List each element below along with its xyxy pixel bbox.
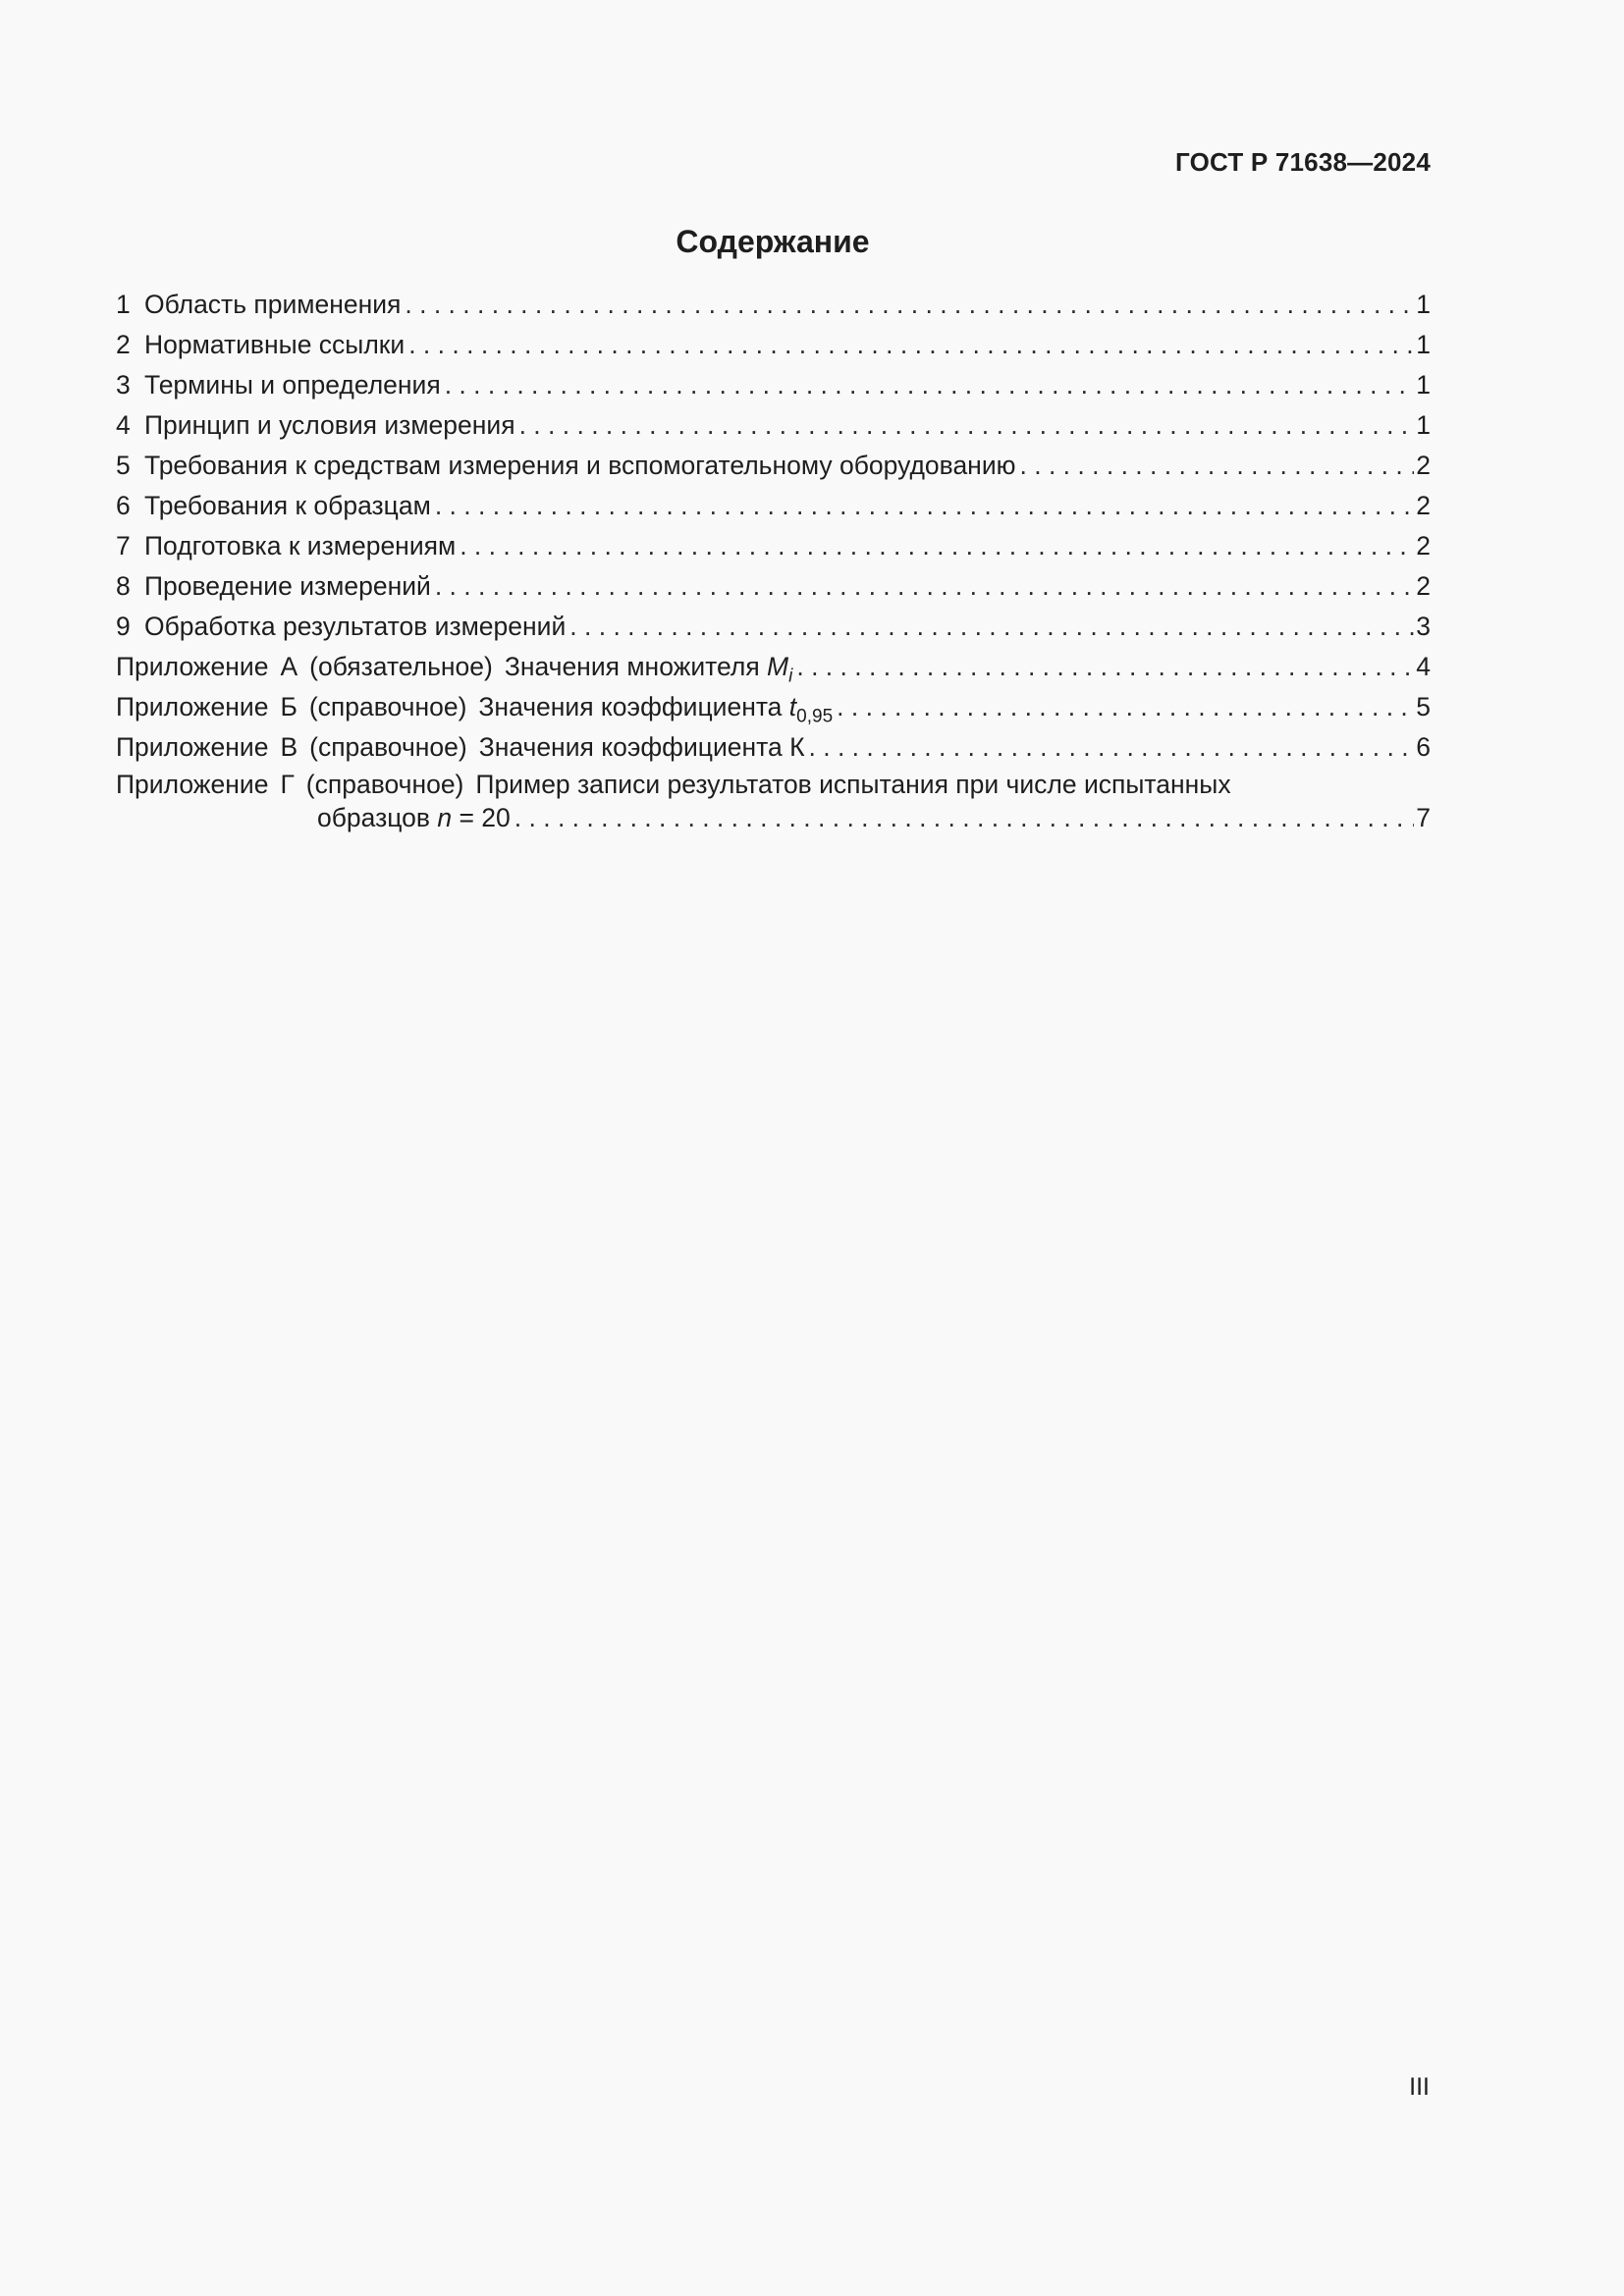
appendix-title: Значения коэффициента К (478, 732, 805, 762)
toc-entry-title: Требования к образцам (144, 491, 431, 520)
appendix-status: (справочное) (305, 770, 464, 799)
appendix-label: Приложение (116, 692, 269, 721)
toc-entry-page: 1 (1416, 370, 1431, 400)
appendix-title: Значения множителя (504, 652, 760, 681)
toc-entry-number: 8 (116, 571, 131, 601)
appendix-title-continuation: образцов (317, 803, 430, 832)
appendix-symbol: n (437, 803, 453, 832)
toc-entry-page: 7 (1416, 803, 1431, 832)
toc-entry-number: 1 (116, 290, 131, 319)
toc-entry-title: Область применения (144, 290, 402, 319)
toc-appendix-b[interactable] (116, 687, 1431, 727)
toc-entry-number: 3 (116, 370, 131, 400)
toc-entry-page: 4 (1416, 652, 1431, 681)
toc-entry-title: Принцип и условия измерения (144, 410, 515, 440)
toc-entry-title: Проведение измерений (144, 571, 431, 601)
appendix-symbol: t (788, 692, 797, 721)
toc-appendix-g[interactable] (116, 768, 1431, 834)
appendix-symbol: M (767, 652, 789, 681)
appendix-status: (обязательное) (309, 652, 493, 681)
dot-leader (796, 647, 1414, 687)
toc-entry-number: 6 (116, 491, 131, 520)
toc-entry-page: 2 (1416, 531, 1431, 561)
appendix-symbol-subscript: i (788, 666, 793, 687)
dot-leader (809, 727, 1415, 768)
toc-entry-2[interactable] (116, 325, 1431, 365)
toc-entry-page: 1 (1416, 290, 1431, 319)
toc-entry-page: 5 (1416, 692, 1431, 721)
toc-title: Содержание (676, 224, 870, 259)
appendix-label: Приложение (116, 770, 269, 799)
appendix-letter: А (280, 652, 298, 681)
toc-entry-page: 3 (1416, 612, 1431, 641)
appendix-status: (справочное) (309, 732, 467, 762)
toc-entry-8[interactable] (116, 566, 1431, 607)
dot-leader (569, 607, 1414, 647)
appendix-status: (справочное) (308, 692, 467, 721)
toc-entry-title: Требования к средствам измерения и вспомогательному оборудованию (144, 451, 1016, 480)
toc-entry-title: Обработка результатов измерений (144, 612, 567, 641)
toc-appendix-v[interactable] (116, 727, 1431, 768)
toc-entry-6[interactable] (116, 486, 1431, 526)
toc-entry-page: 2 (1416, 451, 1431, 480)
dot-leader (837, 687, 1414, 727)
toc-entry-5[interactable] (116, 446, 1431, 486)
toc-entry-1[interactable] (116, 285, 1431, 325)
toc-entry-number: 2 (116, 330, 131, 359)
table-of-contents (116, 285, 1431, 834)
toc-entry-number: 7 (116, 531, 131, 561)
toc-entry-9[interactable] (116, 607, 1431, 647)
toc-entry-title: Подготовка к измерениям (144, 531, 457, 561)
toc-entry-title: Нормативные ссылки (144, 330, 406, 359)
dot-leader (445, 365, 1415, 405)
dot-leader (435, 486, 1414, 526)
toc-entry-page: 1 (1416, 330, 1431, 359)
toc-entry-4[interactable] (116, 405, 1431, 446)
toc-entry-page: 6 (1416, 732, 1431, 762)
dot-leader (514, 801, 1414, 834)
page-number: III (1409, 2073, 1430, 2101)
toc-entry-number: 9 (116, 612, 131, 641)
appendix-title: Значения коэффициента (478, 692, 783, 721)
dot-leader (405, 285, 1414, 325)
document-code: ГОСТ Р 71638—2024 (1175, 147, 1431, 177)
dot-leader (435, 566, 1414, 607)
dot-leader (408, 325, 1414, 365)
appendix-label: Приложение (116, 652, 269, 681)
appendix-title-tail: = 20 (459, 803, 511, 832)
toc-entry-page: 1 (1416, 410, 1431, 440)
toc-entry-title: Термины и определения (144, 370, 441, 400)
toc-entry-number: 5 (116, 451, 131, 480)
toc-appendix-a[interactable] (116, 647, 1431, 687)
appendix-symbol-subscript: 0,95 (796, 706, 834, 727)
appendix-letter: Г (280, 770, 295, 799)
toc-entry-7[interactable] (116, 526, 1431, 566)
appendix-letter: В (280, 732, 298, 762)
appendix-letter: Б (280, 692, 298, 721)
dot-leader (1020, 446, 1415, 486)
appendix-label: Приложение (116, 732, 269, 762)
toc-entry-page: 2 (1416, 491, 1431, 520)
toc-entry-3[interactable] (116, 365, 1431, 405)
dot-leader (460, 526, 1414, 566)
appendix-title: Пример записи результатов испытания при числе испытанных (475, 770, 1231, 799)
toc-entry-number: 4 (116, 410, 131, 440)
dot-leader (519, 405, 1415, 446)
toc-entry-page: 2 (1416, 571, 1431, 601)
